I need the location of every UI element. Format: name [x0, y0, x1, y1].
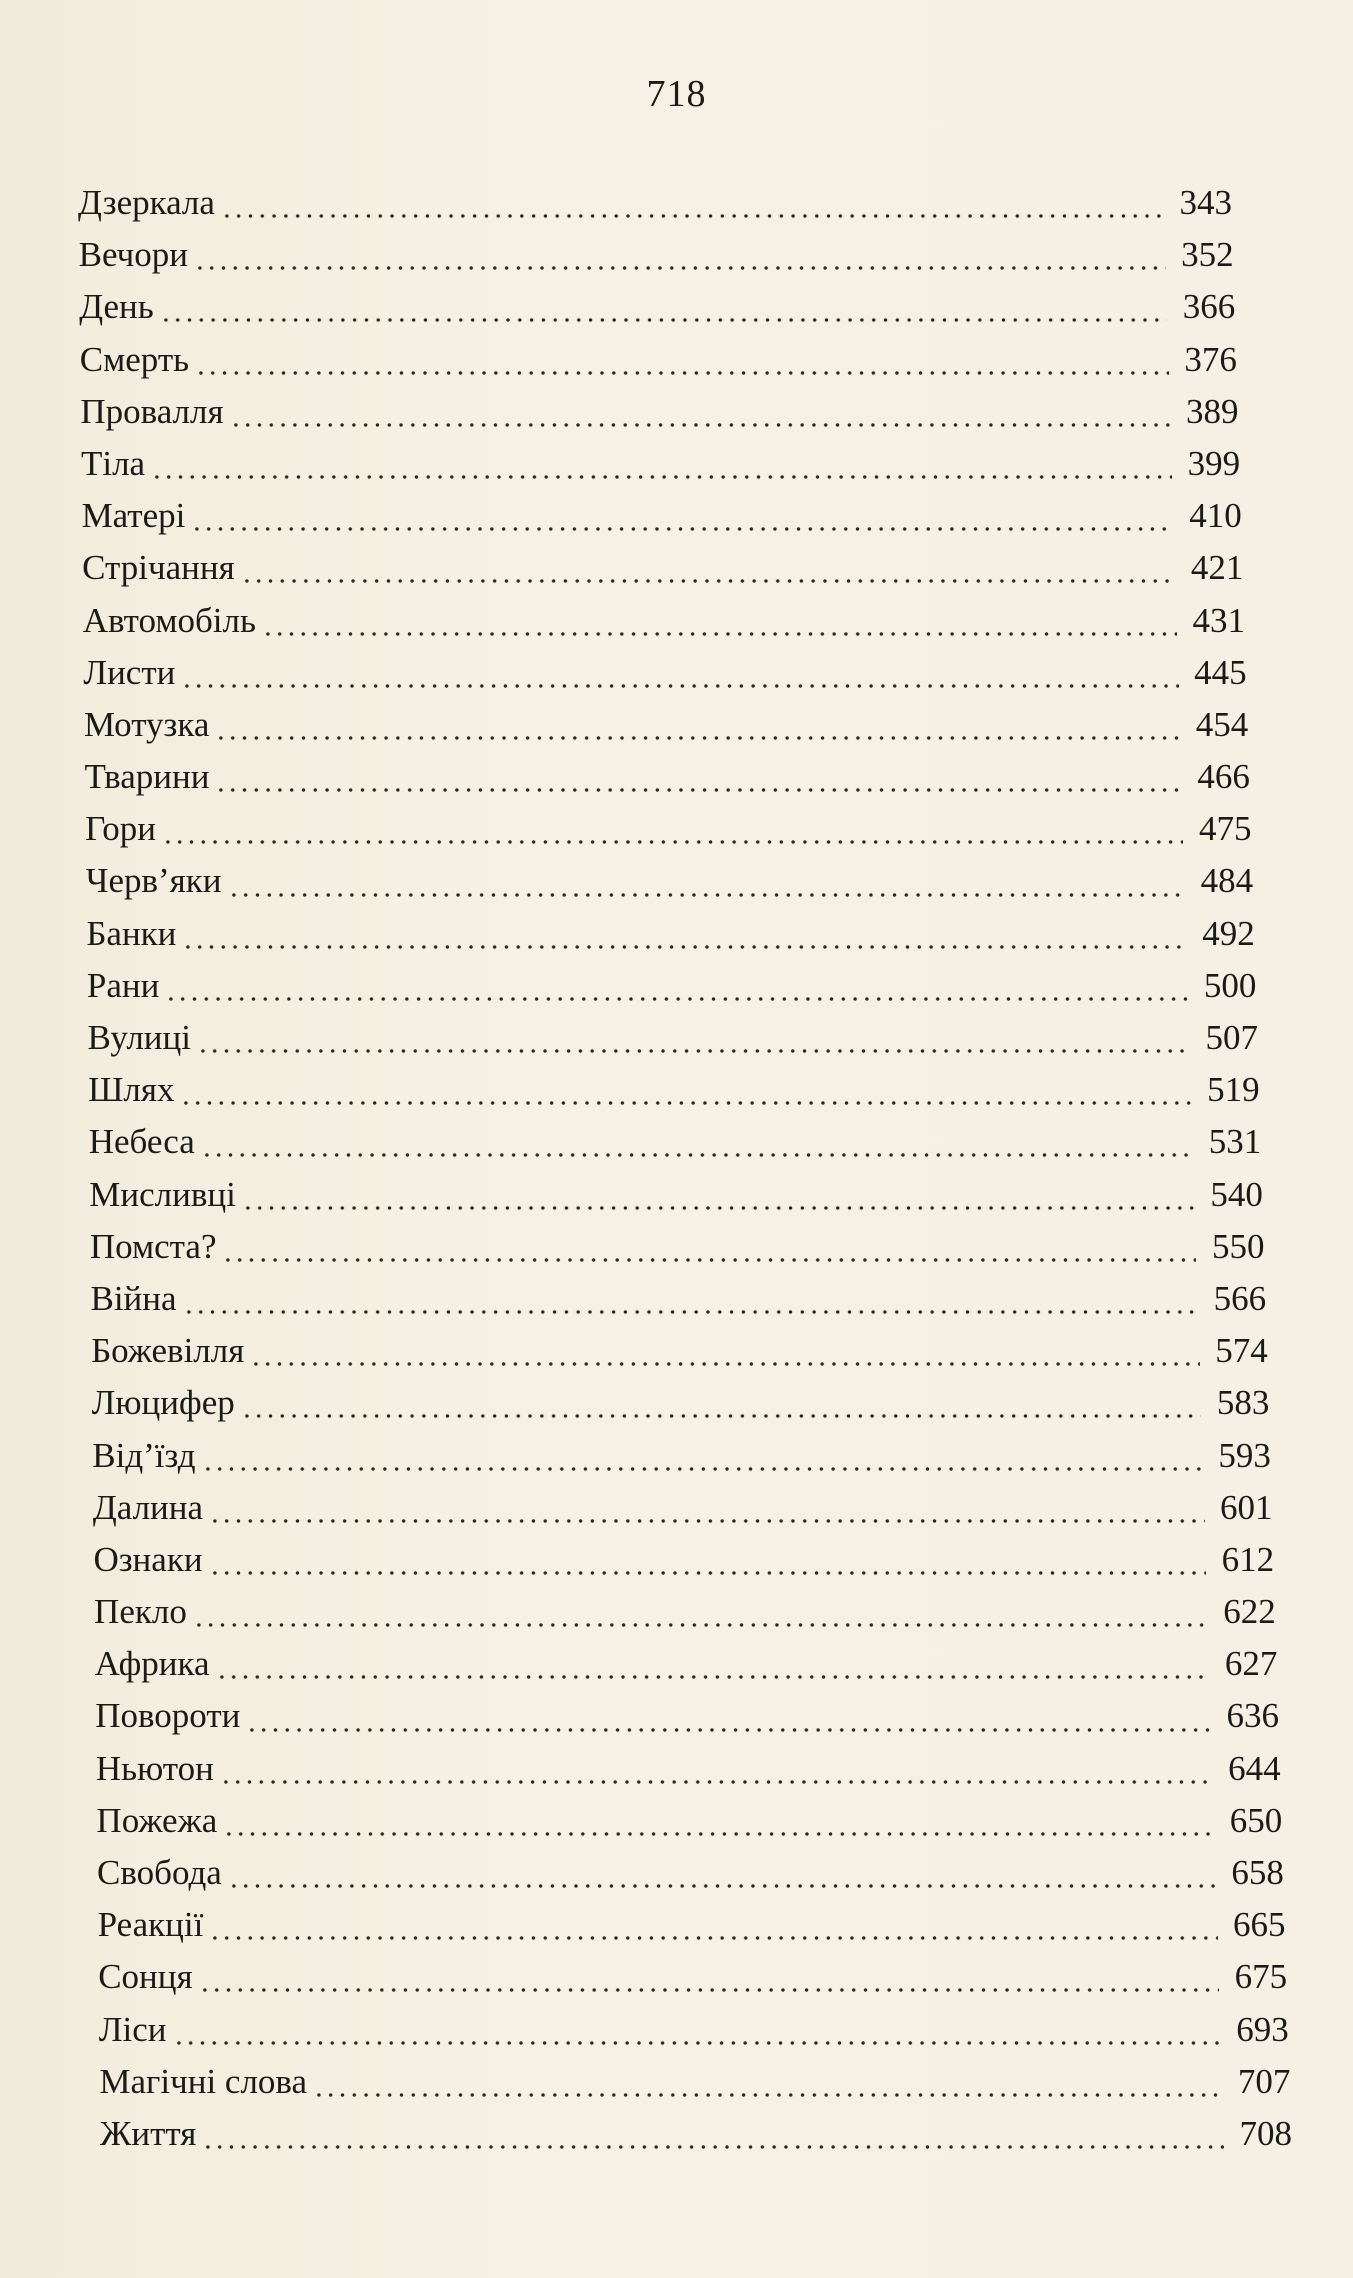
toc-entry — [0, 595, 1353, 647]
toc-entry-title: Вечори — [78, 235, 188, 275]
toc-entry-title: Божевілля — [91, 1331, 245, 1371]
toc-entry-page: 622 — [1223, 1592, 1276, 1632]
toc-entry-page: 454 — [1195, 704, 1249, 744]
toc-entry-page: 410 — [1189, 496, 1242, 536]
dot-leader — [228, 893, 1186, 897]
toc-entry-title: Сонця — [98, 1957, 193, 1997]
toc-entry-page: 519 — [1207, 1070, 1260, 1110]
toc-entry — [0, 1586, 1353, 1638]
toc-entry-title: Провалля — [80, 391, 224, 431]
toc-entry — [0, 1273, 1353, 1325]
toc-entry-page: 636 — [1226, 1696, 1280, 1736]
toc-entry-page: 583 — [1216, 1383, 1270, 1423]
toc-entry-page: 658 — [1231, 1853, 1284, 1892]
toc-entry — [0, 1899, 1353, 1951]
toc-entry-page: 484 — [1200, 861, 1254, 901]
dot-leader — [230, 423, 1171, 427]
toc-entry — [0, 281, 1353, 333]
toc-entry-title: Помста? — [89, 1226, 217, 1266]
dot-leader — [202, 2145, 1224, 2149]
toc-entry-title: Свобода — [97, 1853, 222, 1892]
toc-entry-title: Магічні слова — [99, 2061, 308, 2101]
toc-entry-title: Вулиці — [87, 1018, 191, 1057]
toc-entry — [0, 177, 1353, 229]
toc-entry-page: 675 — [1234, 1957, 1288, 1997]
toc-entry-title: Далина — [92, 1487, 204, 1527]
dot-leader — [262, 632, 1177, 636]
dot-leader — [197, 1049, 1190, 1053]
toc-entry-title: Дзеркала — [78, 183, 215, 222]
dot-leader — [241, 1414, 1202, 1418]
dot-leader — [209, 1519, 1205, 1523]
toc-entry-title: Ліси — [98, 2009, 167, 2049]
dot-leader — [162, 840, 1183, 844]
table-of-contents — [0, 177, 1353, 2160]
dot-leader — [202, 1467, 1203, 1471]
toc-entry — [0, 699, 1353, 751]
toc-entry-title: День — [79, 287, 154, 327]
toc-entry — [0, 1795, 1353, 1847]
dot-leader — [201, 1153, 1193, 1157]
dot-leader — [182, 945, 1186, 949]
toc-entry-title: Життя — [100, 2113, 197, 2153]
dot-leader — [180, 1101, 1191, 1105]
dot-leader — [195, 371, 1169, 375]
toc-entry-title: Мисливці — [89, 1174, 236, 1214]
toc-entry-title: Тіла — [80, 443, 146, 483]
toc-entry-page: 708 — [1239, 2113, 1292, 2153]
toc-entry-page: 531 — [1208, 1122, 1262, 1162]
toc-entry-title: Повороти — [95, 1696, 241, 1736]
toc-entry — [0, 1221, 1353, 1273]
toc-entry — [0, 960, 1353, 1012]
toc-entry-page: 475 — [1198, 809, 1252, 849]
dot-leader — [173, 2041, 1221, 2045]
toc-entry-page: 500 — [1203, 965, 1257, 1005]
toc-entry-page: 399 — [1187, 443, 1241, 483]
toc-entry-title: Пекло — [94, 1592, 187, 1632]
toc-entry-page: 445 — [1194, 652, 1247, 692]
toc-entry — [0, 1534, 1353, 1586]
toc-entry — [0, 2004, 1353, 2056]
toc-entry-page: 376 — [1184, 339, 1237, 379]
toc-entry-page: 627 — [1224, 1644, 1278, 1684]
toc-entry-page: 507 — [1205, 1018, 1258, 1057]
toc-entry-title: Тварини — [84, 757, 210, 797]
toc-entry-page: 612 — [1221, 1539, 1275, 1579]
dot-leader — [183, 1310, 1199, 1314]
toc-entry — [0, 1847, 1353, 1899]
dot-leader — [151, 475, 1172, 479]
toc-entry-title: Війна — [90, 1278, 177, 1318]
toc-entry — [0, 1951, 1353, 2003]
toc-entry-title: Листи — [83, 652, 176, 692]
toc-entry-page: 540 — [1210, 1174, 1263, 1214]
toc-entry-title: Матері — [81, 496, 186, 536]
toc-entry-title: Реакції — [97, 1905, 204, 1945]
toc-entry-page: 665 — [1233, 1905, 1286, 1945]
toc-entry — [0, 1169, 1353, 1221]
dot-leader — [191, 527, 1173, 531]
toc-entry — [0, 1638, 1353, 1690]
dot-leader — [250, 1362, 1199, 1366]
toc-entry-page: 366 — [1182, 287, 1236, 327]
dot-leader — [220, 1780, 1213, 1784]
toc-entry — [0, 1116, 1353, 1168]
toc-entry-page: 593 — [1218, 1435, 1271, 1475]
toc-entry — [0, 334, 1353, 386]
dot-leader — [160, 318, 1168, 322]
toc-entry-page: 650 — [1229, 1800, 1283, 1840]
toc-entry-page: 389 — [1186, 391, 1239, 431]
dot-leader — [313, 2093, 1222, 2097]
toc-entry-page: 431 — [1192, 600, 1245, 640]
toc-entry-title: Стрічання — [82, 548, 235, 588]
toc-entry — [0, 490, 1353, 542]
toc-entry — [0, 438, 1353, 490]
toc-entry — [0, 1482, 1353, 1534]
toc-entry-page: 492 — [1202, 913, 1255, 953]
toc-entry-page: 574 — [1215, 1331, 1268, 1371]
toc-entry — [0, 855, 1353, 907]
dot-leader — [223, 1832, 1214, 1836]
toc-entry-title: Гори — [85, 809, 157, 849]
dot-leader — [165, 997, 1188, 1001]
toc-entry-title: Ньютон — [95, 1748, 214, 1788]
toc-entry — [0, 751, 1353, 803]
toc-entry-title: Від’їзд — [92, 1435, 196, 1475]
toc-entry-title: Пожежа — [96, 1800, 218, 1840]
toc-entry-page: 343 — [1179, 183, 1232, 222]
toc-entry-title: Люцифер — [91, 1383, 235, 1423]
toc-entry — [0, 647, 1353, 699]
toc-entry — [0, 229, 1353, 281]
toc-entry-title: Рани — [86, 965, 160, 1005]
toc-entry — [0, 386, 1353, 438]
toc-entry-title: Шлях — [88, 1070, 175, 1110]
dot-leader — [216, 1675, 1210, 1679]
toc-entry-title: Африка — [94, 1644, 210, 1684]
toc-entry-page: 707 — [1237, 2061, 1291, 2101]
dot-leader — [215, 736, 1180, 740]
toc-entry — [0, 1064, 1353, 1116]
toc-entry — [0, 1377, 1353, 1429]
toc-entry — [0, 1012, 1353, 1064]
toc-entry — [0, 2056, 1353, 2108]
dot-leader — [199, 1988, 1220, 1992]
dot-leader — [194, 266, 1166, 270]
dot-leader — [228, 1884, 1216, 1888]
toc-entry-title: Автомобіль — [82, 600, 256, 640]
dot-leader — [221, 214, 1164, 218]
page-number: 718 — [646, 73, 707, 115]
dot-leader — [193, 1623, 1208, 1627]
dot-leader — [215, 788, 1181, 792]
dot-leader — [222, 1258, 1196, 1262]
toc-entry-page: 693 — [1236, 2009, 1289, 2049]
toc-entry — [0, 1325, 1353, 1377]
toc-entry — [0, 803, 1353, 855]
toc-entry-page: 601 — [1220, 1487, 1273, 1527]
toc-entry-title: Смерть — [79, 339, 190, 379]
toc-entry-title: Ознаки — [93, 1539, 203, 1579]
toc-entry-page: 550 — [1211, 1226, 1265, 1266]
toc-entry-title: Небеса — [88, 1122, 195, 1162]
toc-entry — [0, 2108, 1353, 2160]
toc-entry — [0, 1743, 1353, 1795]
dot-leader — [209, 1936, 1217, 1940]
toc-entry — [0, 908, 1353, 960]
toc-entry-title: Черв’яки — [85, 861, 222, 901]
toc-entry-title: Мотузка — [83, 704, 210, 744]
toc-entry — [0, 1690, 1353, 1742]
toc-entry-page: 644 — [1228, 1748, 1281, 1788]
dot-leader — [209, 1571, 1207, 1575]
toc-entry — [0, 542, 1353, 594]
toc-entry-title: Банки — [86, 913, 177, 953]
dot-leader — [246, 1728, 1211, 1732]
dot-leader — [241, 579, 1176, 583]
toc-entry-page: 566 — [1213, 1278, 1267, 1318]
toc-entry-page: 466 — [1197, 757, 1250, 797]
dot-leader — [181, 684, 1178, 688]
toc-entry — [0, 1430, 1353, 1482]
toc-entry-page: 421 — [1190, 548, 1244, 588]
toc-entry-page: 352 — [1181, 235, 1234, 275]
dot-leader — [242, 1206, 1195, 1210]
